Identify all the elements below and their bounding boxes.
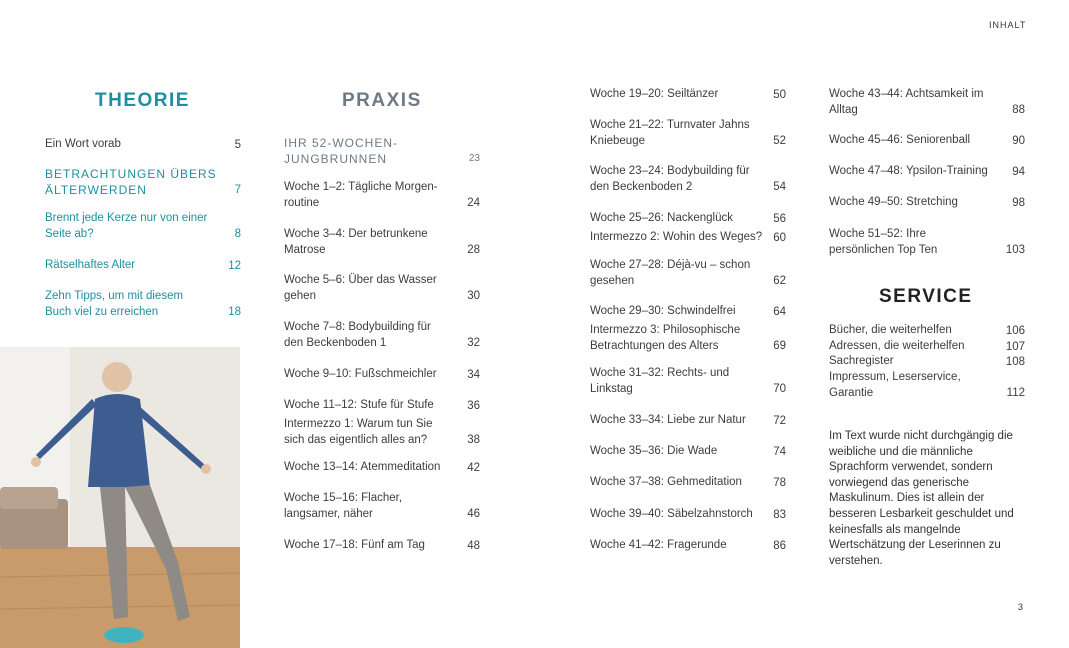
toc-entry[interactable] — [284, 180, 480, 211]
toc-entry-title: Woche 41–42: Fragerunde — [590, 539, 727, 551]
toc-entry-page: 5 — [234, 138, 241, 151]
toc-entry-page: 50 — [773, 88, 786, 101]
toc-entry-page: 42 — [467, 461, 480, 474]
toc-entry[interactable] — [590, 444, 786, 460]
toc-entry-title: Woche 39–40: Säbelzahnstorch — [590, 508, 753, 520]
toc-entry[interactable] — [590, 323, 786, 354]
toc-entry-page: 88 — [1012, 103, 1025, 116]
toc-entry-page: 98 — [1012, 196, 1025, 209]
toc-entry-title: Brennt jede Kerze nur von einer Seite ab? — [45, 212, 208, 240]
toc-entry-title: Woche 9–10: Fußschmeichler — [284, 368, 437, 380]
toc-entry-title: Intermezzo 2: Wohin des Weges? — [590, 231, 763, 243]
toc-entry-title: Woche 49–50: Stretching — [829, 196, 958, 208]
toc-entry-page: 24 — [467, 196, 480, 209]
toc-entry-title: Woche 25–26: Nackenglück — [590, 212, 733, 224]
toc-entry[interactable] — [590, 413, 786, 429]
toc-entry-title: Woche 27–28: Déjà-vu – schon gesehen — [590, 259, 751, 287]
toc-entry-title: Woche 23–24: Bodybuilding für den Beckenboden 2 — [590, 165, 750, 193]
toc-entry-title: Woche 21–22: Turnvater Jahns Kniebeuge — [590, 119, 750, 147]
toc-entry[interactable] — [829, 195, 1025, 211]
toc-entry-page: 56 — [773, 212, 786, 225]
toc-entry[interactable] — [829, 339, 1025, 355]
toc-entry-title: IHR 52-WOCHEN-JUNGBRUNNEN — [284, 136, 399, 166]
toc-entry[interactable] — [829, 227, 1025, 258]
toc-entry-page: 48 — [467, 539, 480, 552]
toc-entry-page: 83 — [773, 508, 786, 521]
toc-entry-page: 72 — [773, 414, 786, 427]
toc-entry-title: Bücher, die weiterhelfen — [829, 324, 952, 336]
toc-entry[interactable] — [590, 164, 786, 195]
toc-entry-page: 107 — [1005, 340, 1025, 353]
toc-entry-page: 112 — [1006, 386, 1025, 399]
toc-entry-page: 8 — [234, 227, 241, 240]
toc-entry[interactable] — [284, 273, 480, 304]
toc-entry[interactable] — [829, 323, 1025, 339]
toc-entry[interactable] — [45, 167, 241, 198]
toc-entry[interactable] — [590, 211, 786, 227]
toc-entry-title: Woche 11–12: Stufe für Stufe — [284, 399, 434, 411]
toc-entry-title: Woche 1–2: Tägliche Morgen-routine — [284, 181, 438, 209]
toc-entry[interactable] — [284, 398, 480, 414]
toc-entry-page: 7 — [234, 183, 241, 196]
toc-entry[interactable] — [590, 538, 786, 554]
toc-entry-page: 108 — [1005, 355, 1025, 368]
toc-entry-title: Impressum, Leserservice, Garantie — [829, 371, 961, 399]
toc-entry-title: Ein Wort vorab — [45, 138, 121, 150]
toc-entry[interactable] — [45, 258, 241, 274]
service-title: SERVICE — [879, 286, 973, 307]
toc-entry[interactable] — [590, 87, 786, 103]
toc-entry-page: 94 — [1012, 165, 1025, 178]
toc-entry-page: 54 — [773, 180, 786, 193]
header-label: INHALT — [989, 20, 1027, 30]
toc-entry-page: 46 — [467, 507, 480, 520]
toc-entry-title: Adressen, die weiterhelfen — [829, 340, 965, 352]
toc-entry-page: 28 — [467, 243, 480, 256]
toc-entry-title: Intermezzo 3: Philosophische Betrachtungen des Alters — [590, 324, 741, 352]
toc-entry-page: 64 — [773, 305, 786, 318]
toc-entry-title: Woche 37–38: Gehmeditation — [590, 476, 742, 488]
toc-entry[interactable] — [829, 370, 1025, 401]
toc-entry-page: 62 — [773, 274, 786, 287]
toc-entry[interactable] — [829, 133, 1025, 149]
toc-entry[interactable] — [45, 289, 241, 320]
toc-entry[interactable] — [590, 304, 786, 320]
toc-entry-title: Woche 51–52: Ihre persönlichen Top Ten — [829, 228, 938, 256]
toc-entry[interactable] — [590, 475, 786, 491]
toc-entry-title: Sachregister — [829, 355, 894, 367]
toc-entry-page: 36 — [467, 399, 480, 412]
toc-entry-title: Intermezzo 1: Warum tun Sie sich das eigentlich alles an? — [284, 418, 433, 446]
toc-entry[interactable] — [590, 230, 786, 246]
toc-entry-title: Woche 43–44: Achtsamkeit im Alltag — [829, 88, 984, 116]
toc-entry-page: 52 — [773, 134, 786, 147]
toc-entry-page: 106 — [1005, 324, 1025, 337]
toc-entry-title: Rätselhaftes Alter — [45, 259, 136, 271]
toc-entry[interactable] — [829, 164, 1025, 180]
toc-entry-title: Woche 29–30: Schwindelfrei — [590, 305, 736, 317]
toc-entry-page: 60 — [773, 231, 786, 244]
toc-entry-title: Woche 3–4: Der betrunkene Matrose — [284, 228, 428, 256]
toc-entry-title: Woche 45–46: Seniorenball — [829, 134, 971, 146]
toc-entry[interactable] — [590, 258, 786, 289]
toc-entry[interactable] — [284, 460, 480, 476]
toc-entry-title: Woche 19–20: Seiltänzer — [590, 88, 719, 100]
toc-entry-page: 12 — [228, 259, 241, 272]
toc-entry-title: Woche 7–8: Bodybuilding für den Beckenboden 1 — [284, 321, 431, 349]
toc-entry-title: Woche 35–36: Die Wade — [590, 445, 718, 457]
gender-note: Im Text wurde nicht durchgängig die weibliche und die männliche Sprachform verwendet, sondern vorwiegend das generische Maskulinum. Dies ist allein der besseren Lesbarkeit geschuldet und keinesfalls als mangelnde Wertschätzung der Leserinnen zu verstehen. — [829, 430, 1014, 567]
toc-entry[interactable] — [284, 538, 480, 554]
toc-entry-title: Zehn Tipps, um mit diesem Buch viel zu erreichen — [45, 290, 184, 318]
toc-entry[interactable] — [590, 366, 786, 397]
toc-entry-page: 78 — [773, 476, 786, 489]
toc-entry[interactable] — [829, 87, 1025, 118]
exercise-photo — [0, 347, 240, 648]
toc-entry-page: 32 — [467, 336, 480, 349]
toc-entry-title: Woche 31–32: Rechts- und Linkstag — [590, 367, 730, 395]
toc-entry[interactable] — [45, 211, 241, 242]
toc-entry-title: Woche 17–18: Fünf am Tag — [284, 539, 425, 551]
toc-entry[interactable] — [284, 320, 480, 351]
toc-entry-page: 86 — [773, 539, 786, 552]
page-number: 3 — [1018, 602, 1024, 612]
toc-entry-page: 103 — [1005, 243, 1025, 256]
toc-entry-title: Woche 5–6: Über das Wasser gehen — [284, 274, 437, 302]
toc-entry-page: 30 — [467, 289, 480, 302]
toc-entry[interactable] — [284, 367, 480, 383]
toc-entry-page: 69 — [773, 339, 786, 352]
toc-entry-page: 74 — [773, 445, 786, 458]
praxis-title: PRAXIS — [342, 90, 422, 111]
toc-entry[interactable] — [284, 136, 480, 167]
toc-entry-page: 18 — [228, 305, 241, 318]
toc-entry-page: 34 — [467, 368, 480, 381]
toc-entry-title: BETRACHTUNGEN ÜBERS ÄLTERWERDEN — [45, 167, 217, 197]
toc-entry-title: Woche 33–34: Liebe zur Natur — [590, 414, 746, 426]
toc-entry-page: 70 — [773, 382, 786, 395]
theorie-title: THEORIE — [95, 90, 190, 111]
toc-entry-title: Woche 15–16: Flacher, langsamer, näher — [284, 492, 403, 520]
toc-entry-page: 90 — [1012, 134, 1025, 147]
toc-entry[interactable] — [590, 118, 786, 149]
toc-entry-title: Woche 47–48: Ypsilon-Training — [829, 165, 988, 177]
toc-entry-title: Woche 13–14: Atemmeditation — [284, 461, 441, 473]
toc-entry-page: 23 — [468, 152, 480, 164]
toc-entry[interactable] — [284, 491, 480, 522]
toc-entry[interactable] — [284, 417, 480, 448]
toc-entry[interactable] — [284, 227, 480, 258]
toc-entry[interactable] — [829, 354, 1025, 370]
toc-entry[interactable] — [45, 137, 241, 153]
toc-entry[interactable] — [590, 507, 786, 523]
toc-entry-page: 38 — [467, 433, 480, 446]
